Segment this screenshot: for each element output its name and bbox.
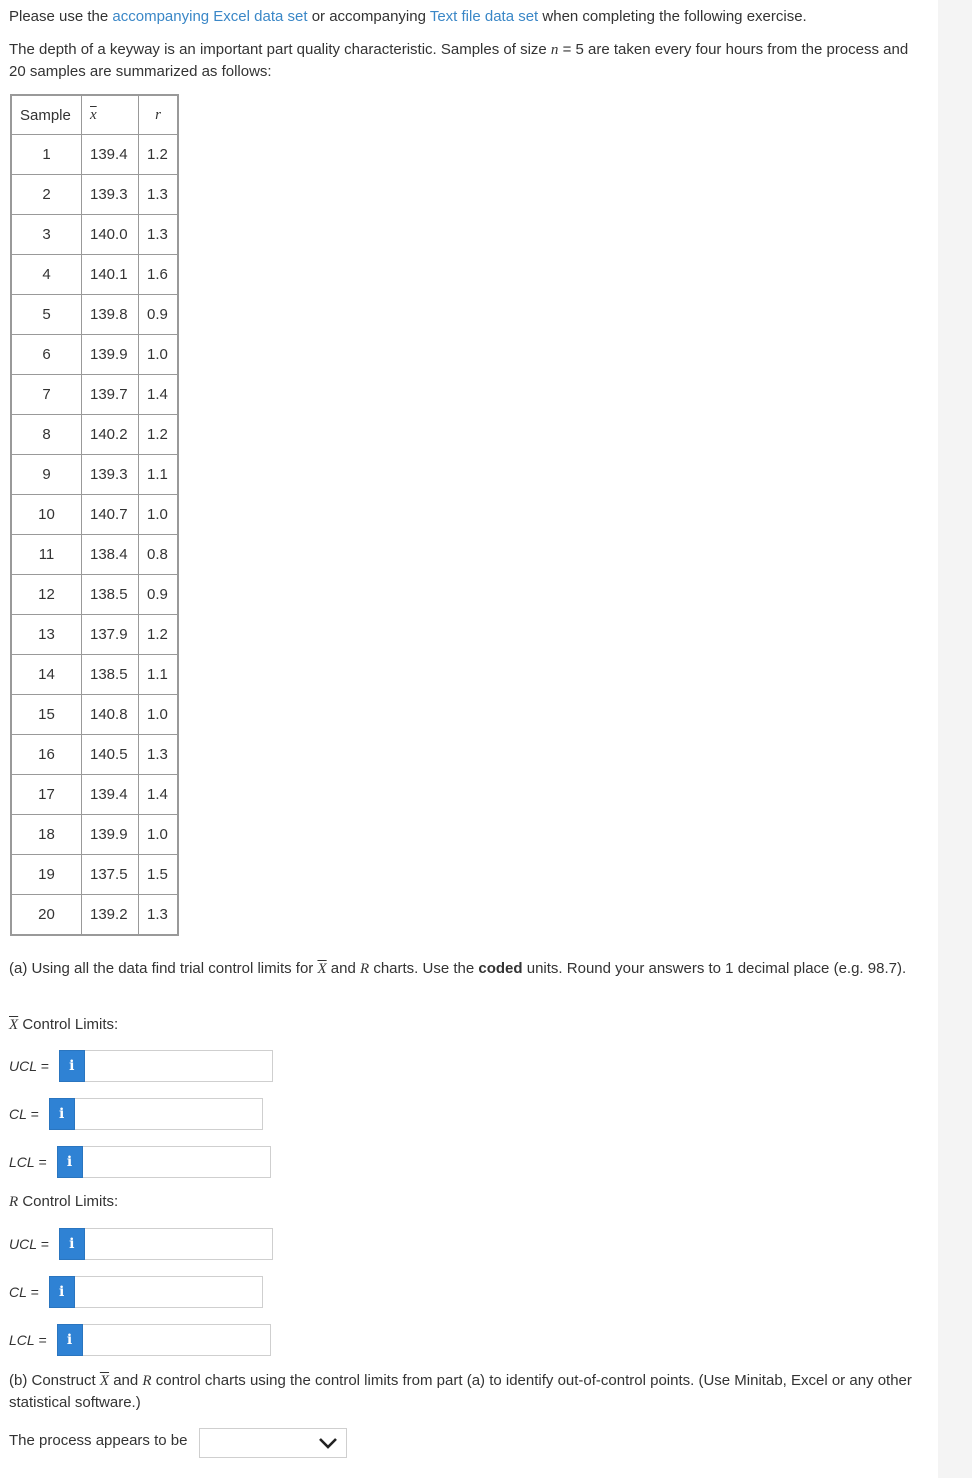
table-row <box>11 615 178 655</box>
cl-label: CL = <box>9 1106 39 1122</box>
xbar-lcl-row <box>9 1145 271 1179</box>
intro-text: Please use the accompanying Excel data set or accompanying Text file data set when completing the following exercise. <box>9 8 807 25</box>
header-sample: Sample <box>11 95 82 135</box>
table-row <box>11 375 178 415</box>
table-row <box>11 735 178 775</box>
process-question <box>9 1432 187 1449</box>
r-cell: 1.0 <box>139 495 179 535</box>
sample-cell: 6 <box>11 335 82 375</box>
table-row <box>11 575 178 615</box>
r-cell: 0.9 <box>139 295 179 335</box>
sample-cell: 13 <box>11 615 82 655</box>
xbar-cell: 140.8 <box>82 695 139 735</box>
xbar-cell: 140.0 <box>82 215 139 255</box>
sample-cell: 20 <box>11 895 82 936</box>
r-cell: 1.1 <box>139 655 179 695</box>
r-cl-input[interactable] <box>75 1276 263 1308</box>
sample-cell: 2 <box>11 175 82 215</box>
r-limits-heading: R Control Limits: <box>9 1193 119 1210</box>
xbar-cell: 139.3 <box>82 455 139 495</box>
r-cell: 1.2 <box>139 615 179 655</box>
header-xbar: $\overline{x}$ <box>82 95 139 135</box>
table-row <box>11 295 178 335</box>
sample-cell: 11 <box>11 535 82 575</box>
ucl-label: UCL = <box>9 1236 49 1252</box>
xbar-ucl-input[interactable] <box>85 1050 273 1082</box>
info-icon[interactable]: i <box>59 1228 85 1260</box>
r-cell: 0.8 <box>139 535 179 575</box>
r-cell: 1.4 <box>139 775 179 815</box>
xbar-cell: 137.5 <box>82 855 139 895</box>
sample-cell: 19 <box>11 855 82 895</box>
r-lcl-input[interactable] <box>83 1324 271 1356</box>
r-cell: 0.9 <box>139 575 179 615</box>
sample-cell: 9 <box>11 455 82 495</box>
r-cell: 1.0 <box>139 335 179 375</box>
table-row <box>11 535 178 575</box>
table-row <box>11 655 178 695</box>
sample-cell: 1 <box>11 135 82 175</box>
table-row <box>11 695 178 735</box>
r-ucl-input[interactable] <box>85 1228 273 1260</box>
xbar-limits-heading: $\overline{X}$ Control Limits: <box>9 1016 119 1033</box>
table-row <box>11 775 178 815</box>
xbar-cell: 140.2 <box>82 415 139 455</box>
info-icon[interactable]: i <box>49 1098 75 1130</box>
r-cell: 1.2 <box>139 415 179 455</box>
xbar-lcl-input[interactable] <box>83 1146 271 1178</box>
r-lcl-row <box>9 1323 271 1357</box>
sample-cell: 16 <box>11 735 82 775</box>
table-row <box>11 455 178 495</box>
xbar-cell: 139.4 <box>82 135 139 175</box>
xbar-cell: 139.9 <box>82 815 139 855</box>
samples-table <box>10 94 179 936</box>
info-icon[interactable]: i <box>57 1146 83 1178</box>
r-cell: 1.1 <box>139 455 179 495</box>
table-row <box>11 855 178 895</box>
r-cell: 1.3 <box>139 895 179 936</box>
sample-cell: 7 <box>11 375 82 415</box>
xbar-ucl-row <box>9 1049 273 1083</box>
chevron-down-icon <box>318 1436 338 1450</box>
sample-cell: 18 <box>11 815 82 855</box>
table-row <box>11 135 178 175</box>
header-r: r <box>139 95 179 135</box>
r-cell: 1.3 <box>139 175 179 215</box>
ucl-label: UCL = <box>9 1058 49 1074</box>
xbar-cell: 139.4 <box>82 775 139 815</box>
table-row <box>11 895 178 936</box>
excel-data-link[interactable]: accompanying Excel data set <box>112 8 308 25</box>
r-cell: 1.0 <box>139 815 179 855</box>
r-cell: 1.4 <box>139 375 179 415</box>
lcl-label: LCL = <box>9 1332 47 1348</box>
r-ucl-row <box>9 1227 273 1261</box>
part-b-prompt: (b) Construct $\overline{X}$ and R control charts using the control limits from part (a) to identify out-of-control points. (Use Minitab, Excel or any other statistical software.) <box>9 1372 912 1411</box>
r-cell: 1.2 <box>139 135 179 175</box>
table-row <box>11 175 178 215</box>
sample-cell: 3 <box>11 215 82 255</box>
sample-cell: 10 <box>11 495 82 535</box>
r-cell: 1.0 <box>139 695 179 735</box>
sample-cell: 14 <box>11 655 82 695</box>
table-row <box>11 815 178 855</box>
problem-statement: The depth of a keyway is an important part quality characteristic. Samples of size n = 5 are taken every four hours from the process and 20 samples are summarized as follows: <box>9 41 909 80</box>
sample-cell: 17 <box>11 775 82 815</box>
table-row <box>11 215 178 255</box>
sample-cell: 8 <box>11 415 82 455</box>
table-row <box>11 415 178 455</box>
process-label: The process appears to be <box>9 1432 188 1449</box>
info-icon[interactable]: i <box>59 1050 85 1082</box>
sample-cell: 12 <box>11 575 82 615</box>
table-row <box>11 335 178 375</box>
info-icon[interactable]: i <box>57 1324 83 1356</box>
sample-cell: 15 <box>11 695 82 735</box>
xbar-cell: 139.2 <box>82 895 139 936</box>
r-cell: 1.6 <box>139 255 179 295</box>
xbar-cell: 138.4 <box>82 535 139 575</box>
table-header-row <box>11 95 178 135</box>
xbar-cell: 140.7 <box>82 495 139 535</box>
xbar-cell: 139.8 <box>82 295 139 335</box>
table-row <box>11 255 178 295</box>
right-margin-strip <box>938 0 972 1478</box>
r-cell: 1.3 <box>139 735 179 775</box>
xbar-cell: 138.5 <box>82 575 139 615</box>
xbar-cell: 139.9 <box>82 335 139 375</box>
xbar-cl-input[interactable] <box>75 1098 263 1130</box>
r-cl-row <box>9 1275 263 1309</box>
sample-cell: 4 <box>11 255 82 295</box>
cl-label: CL = <box>9 1284 39 1300</box>
xbar-cell: 138.5 <box>82 655 139 695</box>
info-icon[interactable]: i <box>49 1276 75 1308</box>
table-row <box>11 495 178 535</box>
xbar-cell: 137.9 <box>82 615 139 655</box>
r-cell: 1.3 <box>139 215 179 255</box>
xbar-cell: 140.5 <box>82 735 139 775</box>
sample-cell: 5 <box>11 295 82 335</box>
xbar-cell: 139.3 <box>82 175 139 215</box>
xbar-cell: 139.7 <box>82 375 139 415</box>
process-dropdown[interactable] <box>199 1428 347 1458</box>
r-cell: 1.5 <box>139 855 179 895</box>
part-a-prompt: (a) Using all the data find trial control limits for $\overline{X}$ and R charts. Use the coded units. Round your answers to 1 decimal place (e.g. 98.7). <box>9 960 907 977</box>
lcl-label: LCL = <box>9 1154 47 1170</box>
text-data-link[interactable]: Text file data set <box>429 8 539 25</box>
xbar-cl-row <box>9 1097 263 1131</box>
xbar-cell: 140.1 <box>82 255 139 295</box>
